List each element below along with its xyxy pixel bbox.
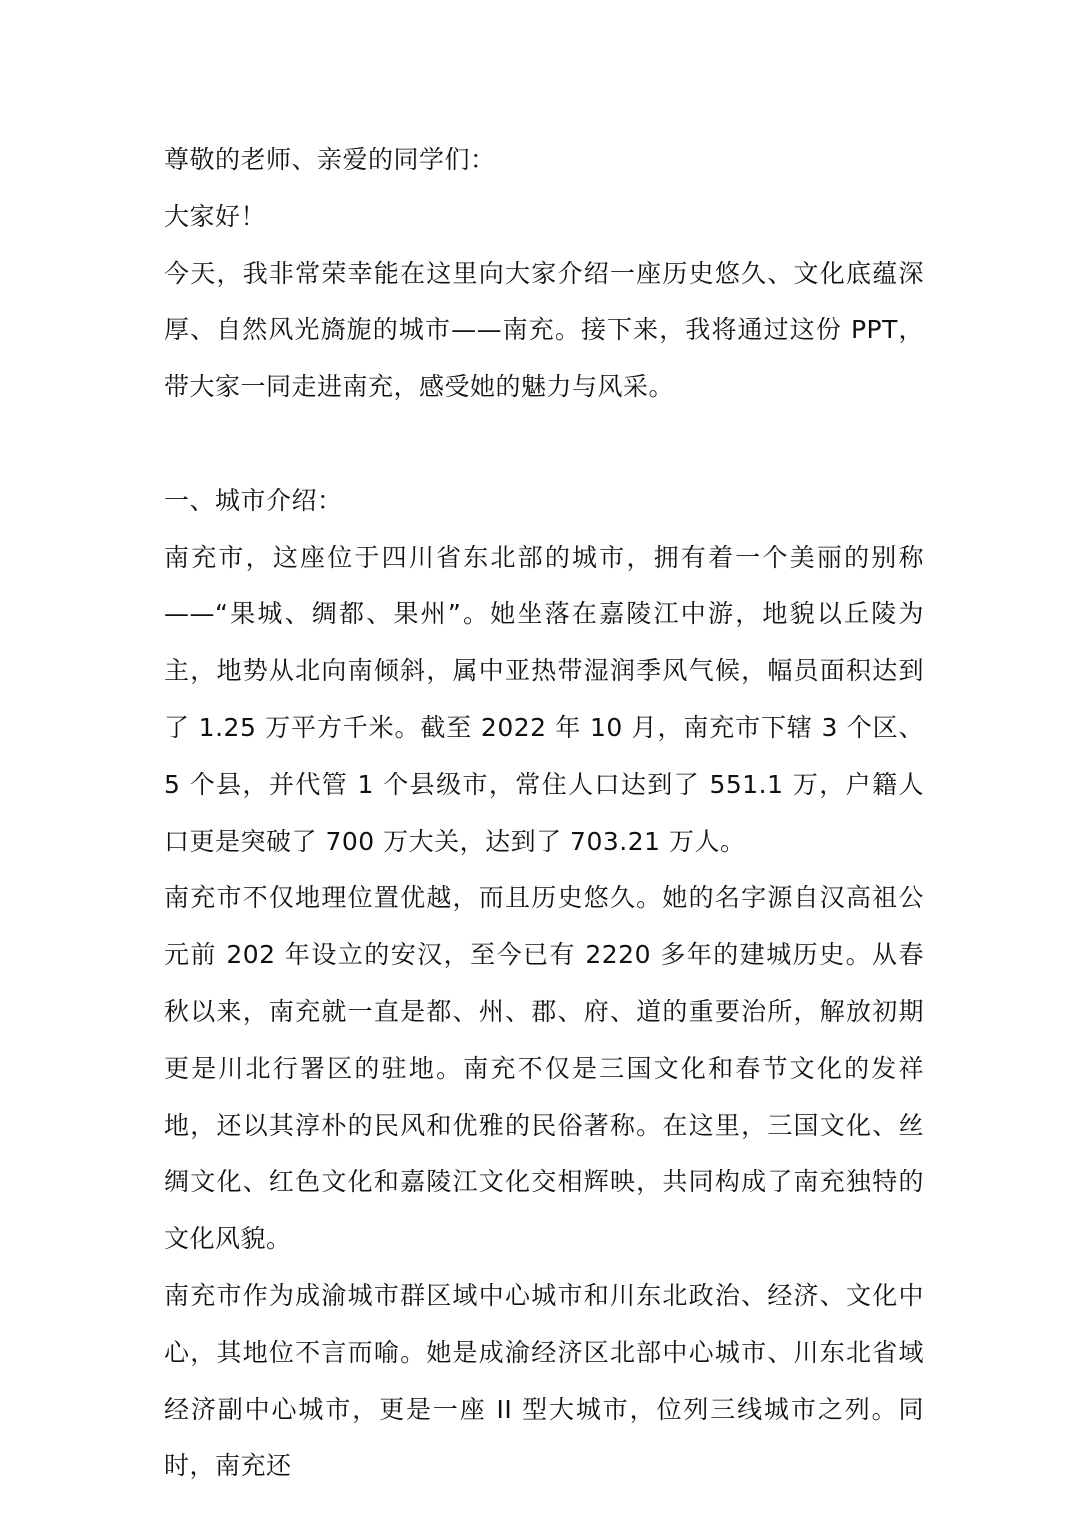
paragraph-geography: 南充市，这座位于四川省东北部的城市，拥有着一个美丽的别称——“果城、绸都、果州”。她坐落在嘉陵江中游，地貌以丘陵为主，地势从北向南倾斜，属中亚热带湿润季风气候，幅员面积达到了 1.25 万平方千米。截至 2022 年 10 月，南充市下辖 3 个区、5 个县，并代管 1 个县级市，常住人口达到了 551.1 万，户籍人口更是突破了 700 万大关，达到了 703.21 万人。 <box>164 542 924 856</box>
paragraph-history: 南充市不仅地理位置优越，而且历史悠久。她的名字源自汉高祖公元前 202 年设立的安汉，至今已有 2220 多年的建城历史。从春秋以来，南充就一直是都、州、郡、府、道的重要治所，解放初期更是川北行署区的驻地。南充不仅是三国文化和春节文化的发祥地，还以其淳朴的民风和优雅的民俗著称。在这里，三国文化、丝绸文化、红色文化和嘉陵江文化交相辉映，共同构成了南充独特的文化风貌。 <box>164 883 924 1254</box>
intro-paragraph: 今天，我非常荣幸能在这里向大家介绍一座历史悠久、文化底蕴深厚、自然风光旖旎的城市——南充。接下来，我将通过这份 PPT，带大家一同走进南充，感受她的魅力与风采。 <box>164 258 924 402</box>
document-body <box>164 132 924 1495</box>
salutation: 尊敬的老师、亲爱的同学们： <box>164 145 496 174</box>
blank-line <box>164 416 924 473</box>
paragraph-status: 南充市作为成渝城市群区域中心城市和川东北政治、经济、文化中心，其地位不言而喻。她是成渝经济区北部中心城市、川东北省域经济副中心城市，更是一座 II 型大城市，位列三线城市之列。同时，南充还 <box>164 1280 924 1481</box>
greeting: 大家好！ <box>164 201 267 231</box>
section-heading: 一、城市介绍： <box>164 485 343 515</box>
